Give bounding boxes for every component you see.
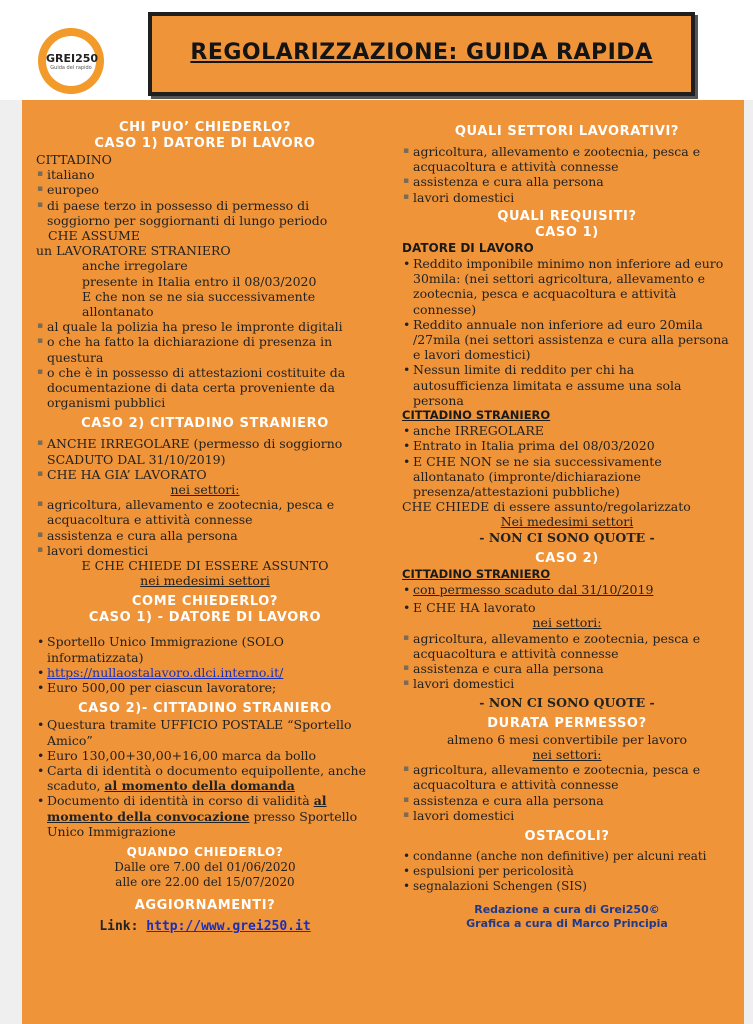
list-item: ▪ agricoltura, allevamento e zootecnia, pesca e acquacoltura e attività connesse [402, 631, 732, 661]
heading-come-caso2: CASO 2)- CITTADINO STRANIERO [78, 701, 332, 717]
list-item: ▪ di paese terzo in possesso di permesso di soggiorno per soggiornanti di lungo periodo [36, 198, 374, 228]
grei250-link[interactable]: http://www.grei250.it [146, 919, 311, 935]
list-item: ▪ agricoltura, allevamento e zootecnia, pesca e acquacoltura e attività connesse [36, 497, 374, 527]
list-item: • Sportello Unico Immigrazione (SOLO informatizzata) [36, 634, 374, 664]
durata-text: almeno 6 mesi convertibile per lavoro [446, 731, 688, 747]
label-nei-settori-2: nei settori: [532, 746, 602, 762]
indented-line: anche irregolare [82, 258, 188, 274]
caso2-list [402, 582, 732, 615]
list-item: ▪ agricoltura, allevamento e zootecnia, pesca e acquacoltura e attività connesse [402, 144, 732, 174]
ostacoli-list [402, 849, 732, 895]
list-item [36, 793, 374, 839]
list-item: ▪ lavori domestici [36, 543, 374, 558]
label-datore: DATORE DI LAVORO [402, 240, 534, 255]
list-item: • Nessun limite di reddito per chi ha autosufficienza limitata e assume una sola persona [402, 362, 732, 408]
list-item: ▪ assistenza e cura alla persona [402, 174, 732, 189]
label-no-quote: - NON CI SONO QUOTE - [479, 529, 655, 545]
list-item [36, 763, 374, 793]
list-item: • Entrato in Italia prima del 08/03/2020 [402, 438, 732, 453]
label-no-quote-2: - NON CI SONO QUOTE - [479, 694, 655, 710]
cittadino-straniero-list [402, 423, 732, 499]
list-item: ▪ italiano [36, 167, 374, 182]
doc-text: presso Sportello Unico Immigrazione [47, 808, 358, 839]
list-item: ▪ lavori domestici [402, 808, 732, 823]
heading-quando: QUANDO CHIEDERLO? [126, 844, 284, 859]
logo-name: GREI250 [46, 52, 99, 65]
list-item: ▪ o che ha fatto la dichiarazione di presenza in questura [36, 334, 374, 364]
list-item: ▪ assistenza e cura alla persona [402, 793, 732, 808]
list-item: • Reddito imponibile minimo non inferiore ad euro 30mila: (nei settori agricoltura, allevamento e zootecnia, pesca e acquacoltura e attività connesse) [402, 256, 732, 317]
settori-list [36, 497, 374, 558]
heading-durata-permesso: DURATA PERMESSO? [487, 715, 647, 731]
credit-grafica: Grafica a cura di Marco Principia [466, 916, 668, 930]
list-item: • condanne (anche non definitive) per alcuni reati [402, 849, 732, 864]
settori-list-3 [402, 762, 732, 823]
doc-text: Documento di identità in corso di validità [47, 793, 314, 809]
page-title: REGOLARIZZAZIONE: GUIDA RAPIDA [190, 40, 653, 65]
requisiti-list [402, 256, 732, 408]
list-item: • E CHE HA lavorato [402, 600, 732, 615]
label-nei-settori: nei settori: [170, 482, 240, 498]
list-item: ▪ ANCHE IRREGOLARE (permesso di soggiorno SCADUTO DAL 31/10/2019) [36, 436, 374, 466]
list-item [36, 665, 374, 680]
heading-quali-settori: QUALI SETTORI LAVORATIVI? [454, 124, 680, 139]
left-column [36, 120, 374, 935]
label-cittadino-straniero-2: CITTADINO STRANIERO [402, 566, 551, 581]
doc-emphasis: al momento della convocazione [47, 793, 327, 824]
logo-tagline: Guida del rapido [50, 65, 92, 71]
list-item: • segnalazioni Schengen (SIS) [402, 879, 732, 894]
heading-come-caso1: CASO 1) - DATORE DI LAVORO [88, 610, 322, 626]
aggiornamenti-link-line [36, 918, 374, 934]
list-item: ▪ lavori domestici [402, 676, 732, 691]
come2-list [36, 717, 374, 839]
list-item: ▪ CHE HA GIA’ LAVORATO [36, 467, 374, 482]
list-item: ▪ assistenza e cura alla persona [36, 528, 374, 543]
list-item: ▪ lavori domestici [402, 190, 732, 205]
list-item: • Euro 500,00 per ciascun lavoratore; [36, 680, 374, 695]
list-item: • espulsioni per pericolosità [402, 864, 732, 879]
heading-caso1-datore: CASO 1) DATORE DI LAVORO [94, 136, 316, 151]
list-item: ▪ al quale la polizia ha preso le impronte digitali [36, 319, 374, 334]
quando-end: alle ore 22.00 del 15/07/2020 [115, 875, 295, 890]
right-column [402, 124, 732, 931]
heading-aggiornamenti: AGGIORNAMENTI? [134, 898, 276, 914]
doc-emphasis: al momento della domanda [104, 778, 295, 794]
settori-list-2 [402, 631, 732, 692]
nullaosta-link[interactable]: https://nullaostalavoro.dlci.interno.it/ [47, 664, 284, 680]
label-medesimi-settori: nei medesimi settori [140, 573, 270, 589]
heading-come-chiederlo: COME CHIEDERLO? [131, 594, 279, 610]
heading-caso2-straniero: CASO 2) CITTADINO STRANIERO [81, 416, 329, 432]
label-medesimi-settori: Nei medesimi settori [500, 514, 634, 530]
quando-start: Dalle ore 7.00 del 01/06/2020 [114, 859, 296, 874]
list-item: • Questura tramite UFFICIO POSTALE “Sportello Amico” [36, 717, 374, 747]
list-item: ▪ europeo [36, 182, 374, 197]
label-chiede-regolarizzato: CHE CHIEDE di essere assunto/regolarizzato [402, 499, 691, 515]
list-item: ▪ o che è in possesso di attestazioni costituite da documentazione di data certa proveniente da organismi pubblici [36, 365, 374, 411]
list-item: • Reddito annuale non inferiore ad euro 20mila /27mila (nei settori assistenza e cura alla persona e lavori domestici) [402, 317, 732, 363]
label-chiede-assunto: E CHE CHIEDE DI ESSERE ASSUNTO [81, 558, 329, 574]
label-cittadino: CITTADINO [36, 152, 112, 167]
heading-chi-puo: CHI PUO’ CHIEDERLO? [118, 120, 291, 135]
indented-line: presente in Italia entro il 08/03/2020 [82, 273, 317, 289]
label-nei-settori: nei settori: [532, 615, 602, 631]
list-item: • Euro 130,00+30,00+16,00 marca da bollo [36, 748, 374, 763]
grei250-logo [38, 28, 104, 94]
cittadino-list [36, 167, 374, 228]
list-item: ▪ agricoltura, allevamento e zootecnia, pesca e acquacoltura e attività connesse [402, 762, 732, 792]
heading-quali-requisiti: QUALI REQUISITI? [497, 208, 637, 224]
doc-text: Carta di identità o documento equipollente, anche scaduto, [47, 762, 366, 794]
heading-req-caso2: CASO 2) [535, 550, 599, 566]
link-label: Link: [99, 919, 147, 935]
credit-redazione: Redazione a cura di Grei250© [474, 902, 660, 916]
condition-list [36, 319, 374, 410]
label-cittadino-straniero: CITTADINO STRANIERO [402, 408, 551, 423]
list-item: • con permesso scaduto dal 31/10/2019 [402, 582, 732, 597]
caso2-list [36, 436, 374, 482]
label-lavoratore-straniero: un LAVORATORE STRANIERO [36, 243, 231, 259]
indented-line: E che non se ne sia successivamente allontanato [82, 288, 316, 320]
come1-list [36, 634, 374, 695]
list-item: ▪ assistenza e cura alla persona [402, 661, 732, 676]
heading-ostacoli: OSTACOLI? [524, 828, 610, 844]
label-che-assume: CHE ASSUME [48, 228, 140, 244]
title-box [148, 12, 695, 96]
heading-req-caso1: CASO 1) [535, 224, 599, 240]
list-item: • E CHE NON se ne sia successivamente allontanato (impronte/dichiarazione presenza/attestazioni pubbliche) [402, 454, 732, 500]
settori-list [402, 144, 732, 205]
list-item: • anche IRREGOLARE [402, 423, 732, 438]
